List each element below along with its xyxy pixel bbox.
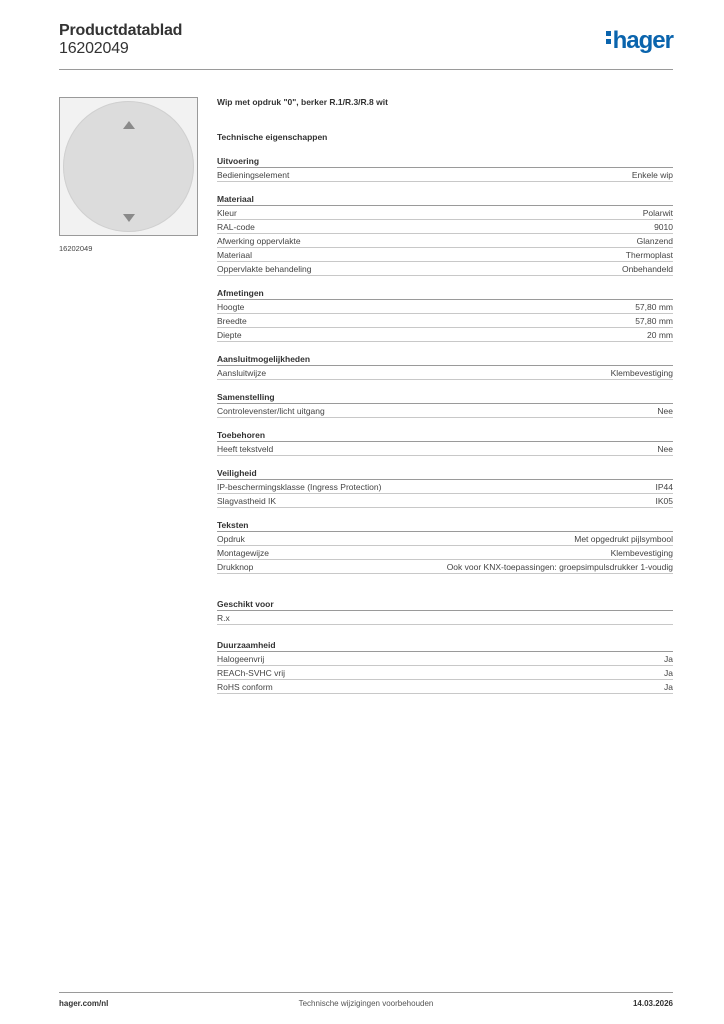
spec-row (217, 611, 673, 625)
footer-disclaimer: Technische wijzigingen voorbehouden (298, 999, 434, 1008)
spec-section (217, 598, 673, 625)
spec-row (217, 480, 673, 494)
spec-label: Oppervlakte behandeling (217, 264, 312, 274)
spec-sections (217, 155, 673, 694)
spec-row (217, 168, 673, 182)
spec-section (217, 639, 673, 694)
spec-row (217, 366, 673, 380)
spec-row (217, 262, 673, 276)
spec-value: Ja (664, 682, 673, 692)
spec-label: Heeft tekstveld (217, 444, 274, 454)
spec-value: Met opgedrukt pijlsymbool (574, 534, 673, 544)
spec-label: R.x (217, 613, 230, 623)
spec-label: Slagvastheid IK (217, 496, 277, 506)
spec-row (217, 206, 673, 220)
spec-row (217, 220, 673, 234)
spec-value: Nee (657, 406, 673, 416)
spec-value: Nee (657, 444, 673, 454)
spec-label: REACh-SVHC vrij (217, 668, 286, 678)
spec-value: Ja (664, 668, 673, 678)
spec-label: Halogeenvrij (217, 654, 265, 664)
spec-label: Kleur (217, 208, 237, 218)
spec-label: IP-beschermingsklasse (Ingress Protection) (217, 482, 382, 492)
spec-label: Aansluitwijze (217, 368, 267, 378)
spec-row (217, 652, 673, 666)
spec-row (217, 314, 673, 328)
spec-section (217, 155, 673, 182)
spec-row (217, 666, 673, 680)
spec-value: Klembevestiging (610, 548, 673, 558)
product-name: Wip met opdruk "0", berker R.1/R.3/R.8 wit (217, 97, 388, 107)
section-title: Aansluitmogelijkheden (217, 353, 673, 366)
spec-row (217, 546, 673, 560)
spec-label: Diepte (217, 330, 242, 340)
spec-value: Ja (664, 654, 673, 664)
product-image (59, 97, 198, 236)
spec-value: 9010 (654, 222, 673, 232)
spec-value: Enkele wip (631, 170, 673, 180)
spec-value: Onbehandeld (621, 264, 673, 274)
spec-value: 57,80 mm (635, 316, 673, 326)
spec-row (217, 248, 673, 262)
spec-label: RAL-code (217, 222, 255, 232)
section-title: Afmetingen (217, 287, 673, 300)
logo-wordmark: hager (612, 27, 673, 54)
spec-content (217, 95, 673, 694)
spec-label: Opdruk (217, 534, 245, 544)
spec-section (217, 519, 673, 574)
spec-section (217, 287, 673, 342)
rocker-switch-image (63, 101, 194, 232)
spec-value: IP44 (655, 482, 673, 492)
spec-row (217, 328, 673, 342)
spec-row (217, 532, 673, 546)
footer-website: hager.com/nl (59, 999, 109, 1008)
spec-label: Controlevenster/licht uitgang (217, 406, 325, 416)
footer-divider (59, 992, 673, 993)
image-caption: 16202049 (59, 244, 93, 253)
logo-dots-icon (606, 31, 611, 47)
tech-properties-title: Technische eigenschappen (217, 132, 328, 142)
section-title: Teksten (217, 519, 673, 532)
spec-value: Thermoplast (625, 250, 673, 260)
spec-label: Bedieningselement (217, 170, 290, 180)
spec-value: Klembevestiging (610, 368, 673, 378)
spec-label: Materiaal (217, 250, 252, 260)
section-title: Materiaal (217, 193, 673, 206)
spec-row (217, 494, 673, 508)
hager-logo (606, 27, 673, 55)
spec-row (217, 404, 673, 418)
spec-section (217, 391, 673, 418)
spec-row (217, 442, 673, 456)
spec-value: 20 mm (647, 330, 673, 340)
spec-label: Drukknop (217, 562, 254, 572)
spec-value: Glanzend (636, 236, 673, 246)
spec-section (217, 429, 673, 456)
spec-row (217, 300, 673, 314)
document-footer (59, 999, 673, 1011)
product-number: 16202049 (59, 40, 129, 57)
section-title: Veiligheid (217, 467, 673, 480)
spec-label: Breedte (217, 316, 247, 326)
spec-row (217, 680, 673, 694)
spec-section (217, 467, 673, 508)
spec-value: Polarwit (642, 208, 673, 218)
document-header (59, 22, 673, 68)
spec-label: RoHS conform (217, 682, 273, 692)
footer-date: 14.03.2026 (632, 999, 673, 1008)
spec-value: 57,80 mm (635, 302, 673, 312)
spec-row (217, 234, 673, 248)
spec-label: Afwerking oppervlakte (217, 236, 301, 246)
arrow-down-icon (123, 214, 135, 222)
spec-section (217, 193, 673, 276)
section-title: Samenstelling (217, 391, 673, 404)
spec-value: IK05 (655, 496, 673, 506)
spec-row (217, 560, 673, 574)
section-title: Uitvoering (217, 155, 673, 168)
section-title: Toebehoren (217, 429, 673, 442)
header-divider (59, 69, 673, 70)
arrow-up-icon (123, 121, 135, 129)
document-title: Productdatablad (59, 22, 183, 39)
spec-section (217, 353, 673, 380)
spec-label: Montagewijze (217, 548, 269, 558)
section-title: Duurzaamheid (217, 639, 673, 652)
spec-label: Hoogte (217, 302, 245, 312)
section-title: Geschikt voor (217, 598, 673, 611)
spec-value: Ook voor KNX-toepassingen: groepsimpulsdrukker 1-voudig (446, 562, 673, 572)
